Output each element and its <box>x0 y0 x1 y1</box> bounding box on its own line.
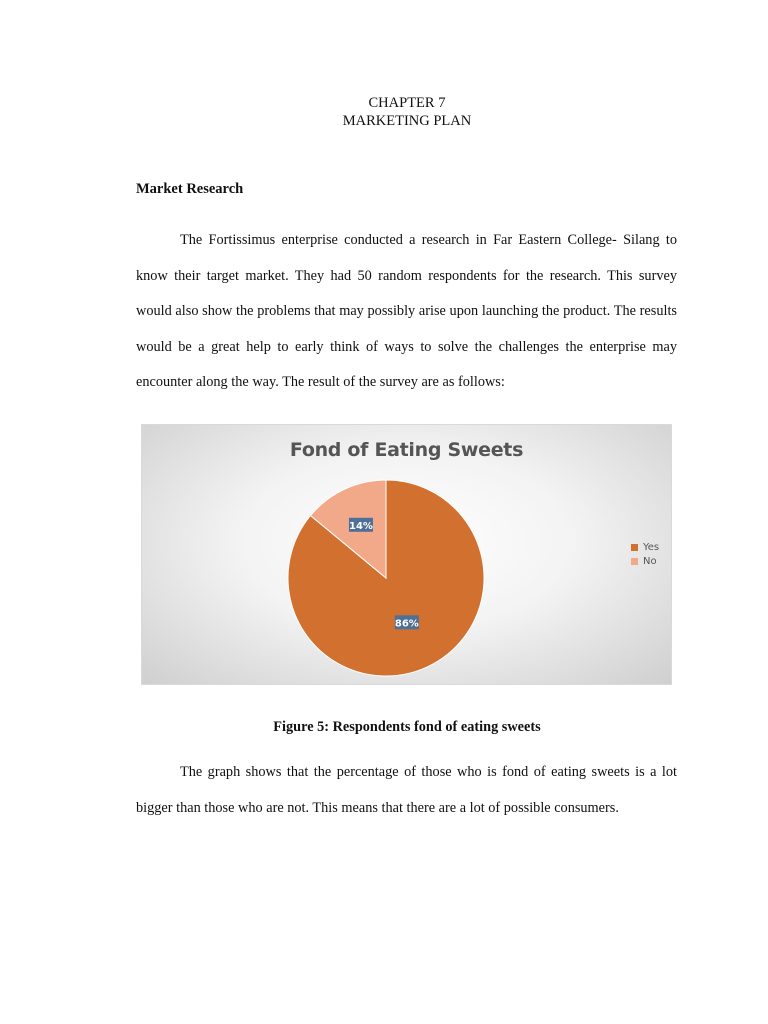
figure-caption: Figure 5: Respondents fond of eating sweets <box>273 719 541 735</box>
chapter-number: CHAPTER 7 <box>368 95 446 111</box>
legend-item-yes <box>631 540 659 554</box>
chapter-heading <box>0 94 768 130</box>
data-label-text: 14% <box>348 520 373 532</box>
analysis-paragraph: The graph shows that the percentage of those who is fond of eating sweets is a lot bigger than those who are not. This means that there are a lot of possible consumers. <box>136 764 677 816</box>
data-label-text: 86% <box>394 618 419 630</box>
legend-swatch <box>631 558 638 565</box>
chart-title: Fond of Eating Sweets <box>289 439 524 461</box>
data-label-yes <box>395 615 419 629</box>
section-heading: Market Research <box>136 181 244 197</box>
legend-label: Yes <box>643 541 660 553</box>
chapter-title: MARKETING PLAN <box>342 113 472 129</box>
legend-item-no <box>631 554 659 568</box>
legend-label: No <box>643 555 657 567</box>
pie-chart <box>142 425 671 684</box>
intro-paragraph: The Fortissimus enterprise conducted a research in Far Eastern College- Silang to know their target market. They had 50 random respondents for the research. This survey would also show the problems that may possibly arise upon launching the product. The results would be a great help to early think of ways to solve the challenges the enterprise may encounter along the way. The result of the survey are as follows: <box>136 232 677 390</box>
chart-legend <box>631 540 659 568</box>
pie-chart-svg <box>142 425 671 684</box>
data-label-no <box>349 518 373 532</box>
legend-swatch <box>631 544 638 551</box>
